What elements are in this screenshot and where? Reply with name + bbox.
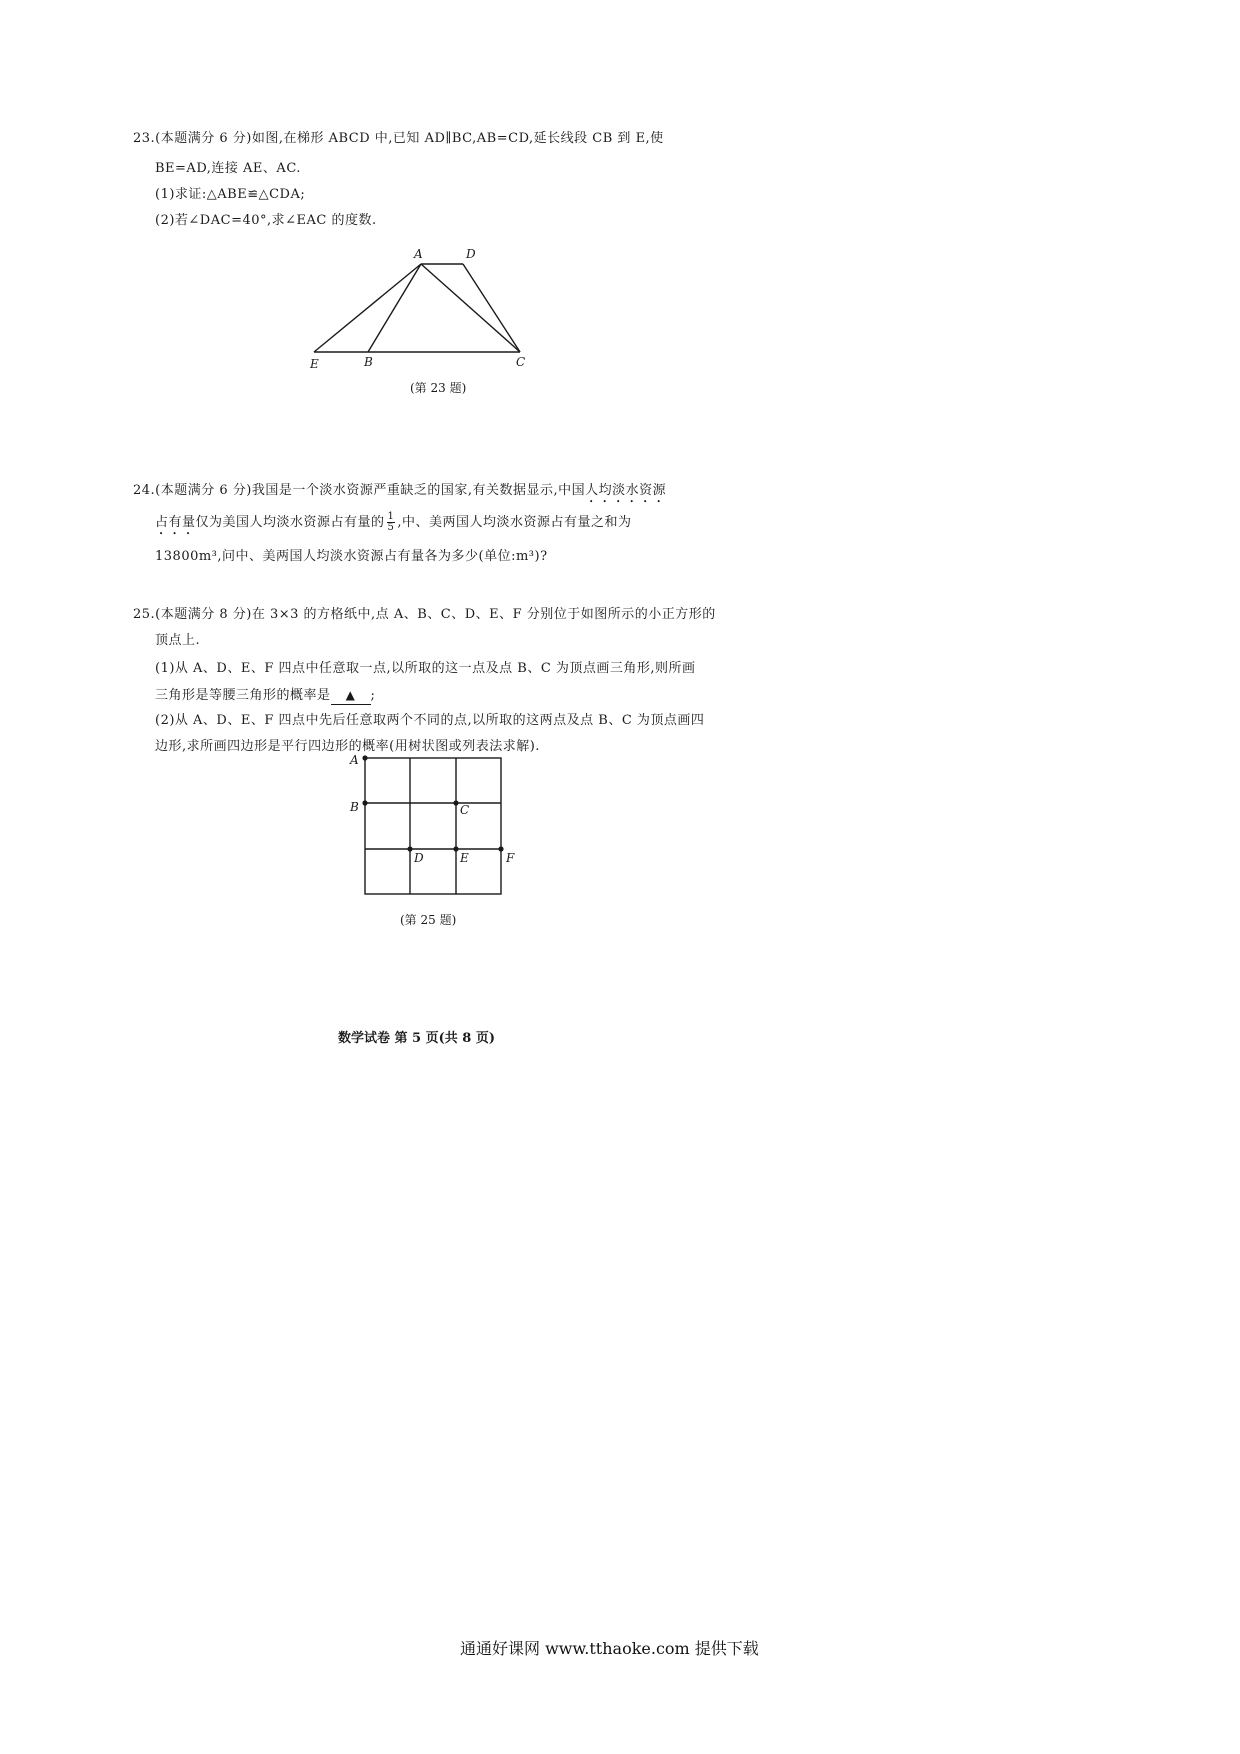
label-a: A — [414, 247, 423, 261]
grid-label-f: F — [506, 851, 515, 865]
page-footer: 数学试卷 第 5 页(共 8 页) — [338, 1031, 496, 1046]
q23-trapezoid-figure — [300, 240, 540, 370]
grid-label-e: E — [460, 851, 469, 865]
label-c: C — [516, 355, 526, 369]
q24-line2-text-end: ,中、美两国人均淡水资源占有量之和为 — [397, 515, 632, 530]
q25-part1-b-text: 三角形是等腰三角形的概率是 — [155, 688, 331, 703]
q25-caption: (第 25 题) — [400, 913, 457, 927]
q24-line1-text: 24.(本题满分 6 分)我国是一个淡水资源严重缺乏的国家,有关数据显示,中国 — [133, 483, 586, 498]
q24-emphasis-2: 占有量 — [155, 515, 196, 530]
download-watermark: 通通好课网 www.tthaoke.com 提供下载 — [460, 1639, 759, 1658]
q23-caption: (第 23 题) — [410, 381, 467, 395]
q23-line2: BE=AD,连接 AE、AC. — [155, 161, 301, 176]
fraction-numerator: 1 — [387, 511, 395, 522]
q23-line1: 23.(本题满分 6 分)如图,在梯形 ABCD 中,已知 AD∥BC,AB=CD,延长线段 CB 到 E,使 — [133, 131, 664, 146]
label-e: E — [310, 357, 319, 370]
grid-label-c: C — [460, 803, 470, 817]
label-b: B — [364, 355, 373, 369]
q25-part2-b: 边形,求所画四边形是平行四边形的概率(用树状图或列表法求解). — [155, 739, 540, 754]
q24-line2-text: 仅为美国人均淡水资源占有量的 — [195, 515, 385, 530]
fraction-one-fifth — [387, 512, 396, 533]
q24-line1 — [133, 482, 666, 506]
grid-label-d: D — [414, 851, 424, 865]
q25-part1-b — [155, 686, 375, 705]
grid-label-b: B — [350, 800, 359, 814]
q23-part2: (2)若∠DAC=40°,求∠EAC 的度数. — [155, 213, 377, 228]
q24-line2 — [155, 512, 632, 538]
q23-part1: (1)求证:△ABE≌△CDA; — [155, 187, 306, 202]
q24-line3: 13800m³,问中、美两国人均淡水资源占有量各为多少(单位:m³)? — [155, 549, 548, 564]
q25-part1-end: ; — [370, 688, 376, 703]
q25-grid-figure — [340, 752, 540, 907]
label-d: D — [466, 247, 476, 261]
q25-line2: 顶点上. — [155, 633, 201, 648]
grid-label-a: A — [350, 753, 359, 767]
q25-line1: 25.(本题满分 8 分)在 3×3 的方格纸中,点 A、B、C、D、E、F 分别位于如图所示的小正方形的 — [133, 607, 716, 622]
fraction-denominator: 5 — [387, 522, 395, 533]
q24-emphasis-1: 人均淡水资源 — [585, 483, 667, 498]
q25-part1-a: (1)从 A、D、E、F 四点中任意取一点,以所取的这一点及点 B、C 为顶点画三角形,则所画 — [155, 661, 696, 676]
q25-part2-a: (2)从 A、D、E、F 四点中先后任意取两个不同的点,以所取的这两点及点 B、C 为顶点画四 — [155, 713, 705, 728]
answer-blank: ▲ — [331, 686, 371, 705]
